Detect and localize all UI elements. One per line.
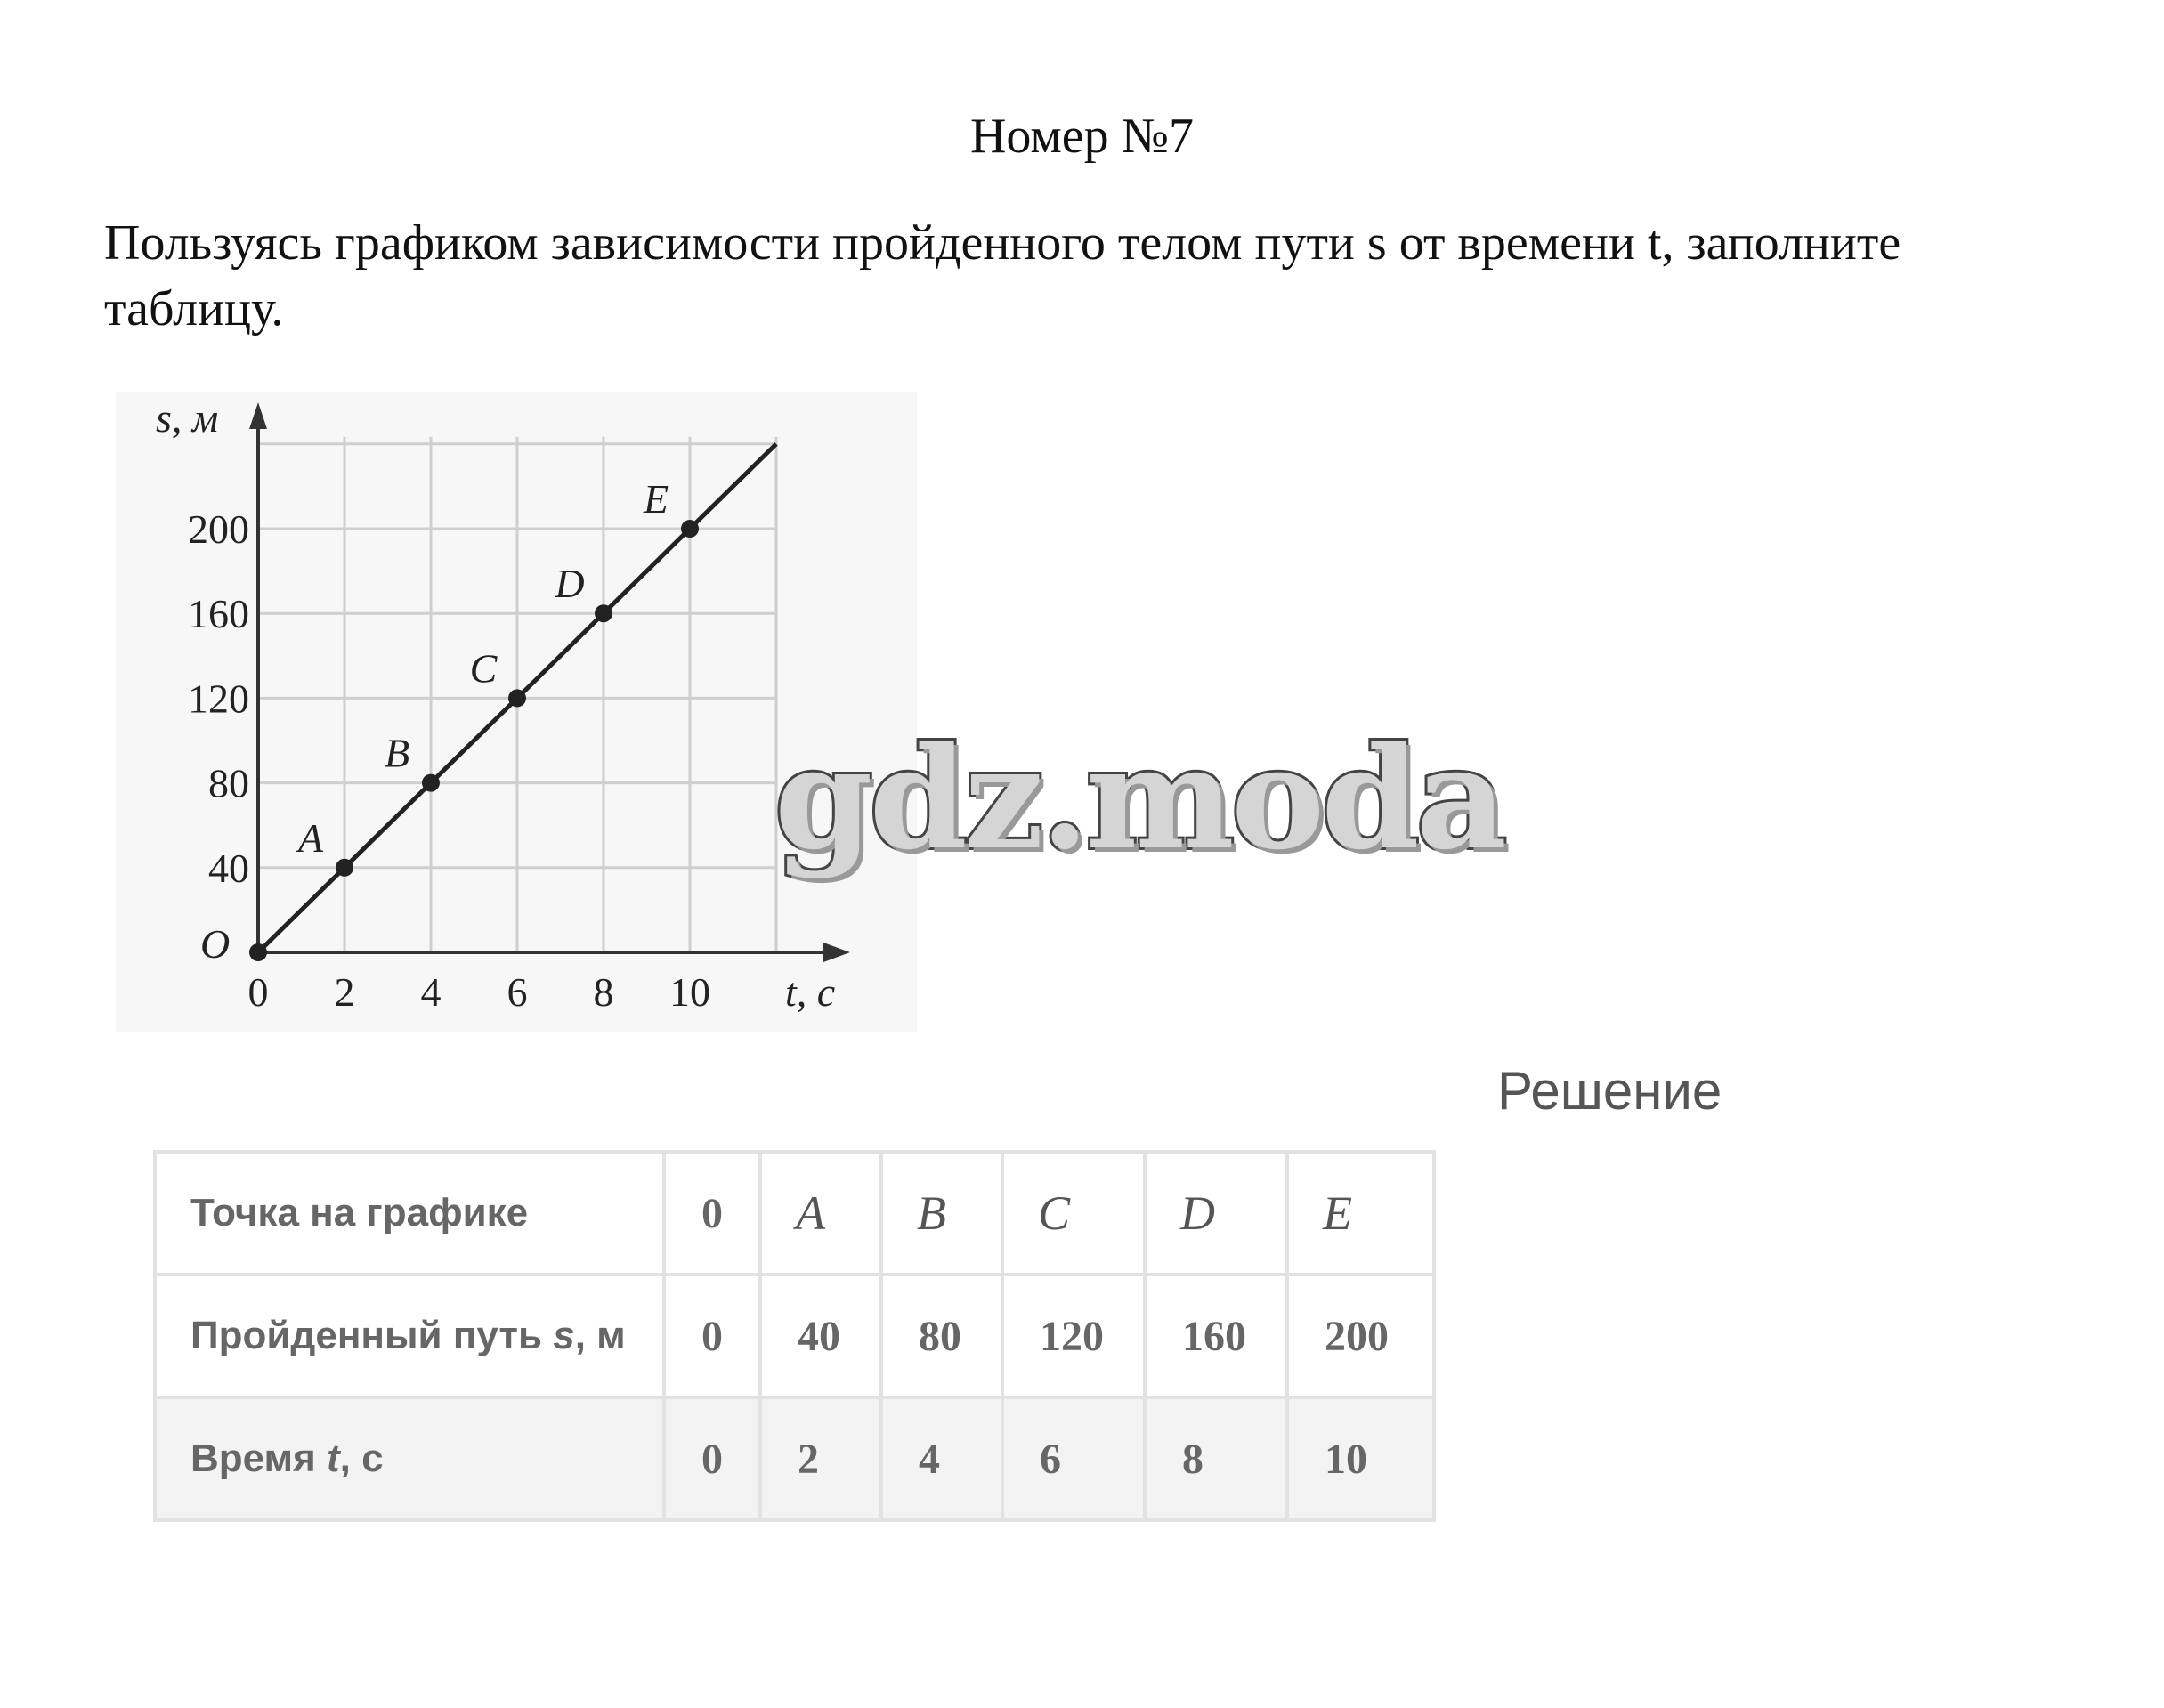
table-cell: 10 bbox=[1287, 1397, 1434, 1520]
table-cell: 2 bbox=[760, 1397, 881, 1520]
origin-label: O bbox=[200, 921, 231, 967]
label-part-unit: , с bbox=[339, 1437, 384, 1480]
x-tick-label: 8 bbox=[593, 969, 614, 1015]
x-tick-label: 10 bbox=[669, 969, 710, 1015]
data-point-a bbox=[336, 859, 353, 877]
table-cell: 80 bbox=[881, 1275, 1002, 1397]
y-tick-label: 40 bbox=[208, 845, 249, 891]
x-tick-label: 6 bbox=[507, 969, 528, 1015]
table-cell: 4 bbox=[881, 1397, 1002, 1520]
data-point-e bbox=[681, 520, 699, 538]
table-cell: A bbox=[760, 1152, 881, 1275]
table-row-distance bbox=[155, 1275, 1434, 1397]
task-text: Пользуясь графиком зависимости пройденного телом пути s от времени t, заполните таблицу. bbox=[104, 215, 1901, 336]
row-label-time bbox=[155, 1397, 664, 1520]
x-tick-label: 0 bbox=[247, 969, 269, 1015]
row-label-points: Точка на графике bbox=[155, 1152, 664, 1275]
table-cell: 120 bbox=[1002, 1275, 1145, 1397]
label-part-unit: , м bbox=[574, 1314, 626, 1357]
watermark-logo: gdz.moda bbox=[774, 716, 1504, 881]
solution-heading: Решение bbox=[1497, 1061, 1722, 1121]
label-part-var: s bbox=[553, 1314, 575, 1357]
point-label-e: E bbox=[643, 476, 669, 522]
table-cell: 160 bbox=[1145, 1275, 1287, 1397]
distance-time-chart bbox=[116, 392, 917, 1032]
answer-table bbox=[153, 1150, 1436, 1522]
table-cell: E bbox=[1287, 1152, 1434, 1275]
x-axis-label: t, с bbox=[785, 969, 836, 1015]
data-point-d bbox=[595, 604, 612, 622]
row-label-distance bbox=[155, 1275, 664, 1397]
point-label-a: A bbox=[297, 814, 324, 861]
label-part: Время bbox=[190, 1437, 327, 1480]
table-cell: D bbox=[1145, 1152, 1287, 1275]
table-cell: 0 bbox=[664, 1397, 760, 1520]
table-row-points bbox=[155, 1152, 1434, 1275]
y-tick-label: 200 bbox=[188, 506, 249, 552]
point-label-c: C bbox=[469, 645, 498, 692]
y-tick-label: 120 bbox=[188, 676, 249, 722]
chart-svg bbox=[116, 392, 917, 1032]
point-label-d: D bbox=[555, 561, 585, 607]
x-tick-label: 2 bbox=[334, 969, 355, 1015]
y-axis-label: s, м bbox=[156, 395, 219, 441]
y-axis-arrow bbox=[249, 402, 267, 429]
data-point-c bbox=[508, 689, 526, 707]
table-row-time bbox=[155, 1397, 1434, 1520]
table-cell: C bbox=[1002, 1152, 1145, 1275]
page-title: Номер №7 bbox=[969, 109, 1195, 164]
x-axis-arrow bbox=[823, 943, 850, 962]
table-cell: 40 bbox=[760, 1275, 881, 1397]
table-cell: 0 bbox=[664, 1152, 760, 1275]
table-cell: 8 bbox=[1145, 1397, 1287, 1520]
label-part-var: t bbox=[327, 1437, 340, 1480]
x-tick-label: 4 bbox=[420, 969, 442, 1015]
table-cell: B bbox=[881, 1152, 1002, 1275]
table-cell: 0 bbox=[664, 1275, 760, 1397]
origin-point bbox=[249, 943, 267, 961]
point-label-b: B bbox=[384, 730, 410, 776]
y-tick-label: 80 bbox=[208, 760, 249, 806]
table-cell: 200 bbox=[1287, 1275, 1434, 1397]
label-part: Пройденный путь bbox=[190, 1314, 554, 1357]
table-cell: 6 bbox=[1002, 1397, 1145, 1520]
data-point-b bbox=[422, 774, 440, 792]
y-tick-label: 160 bbox=[188, 591, 249, 637]
